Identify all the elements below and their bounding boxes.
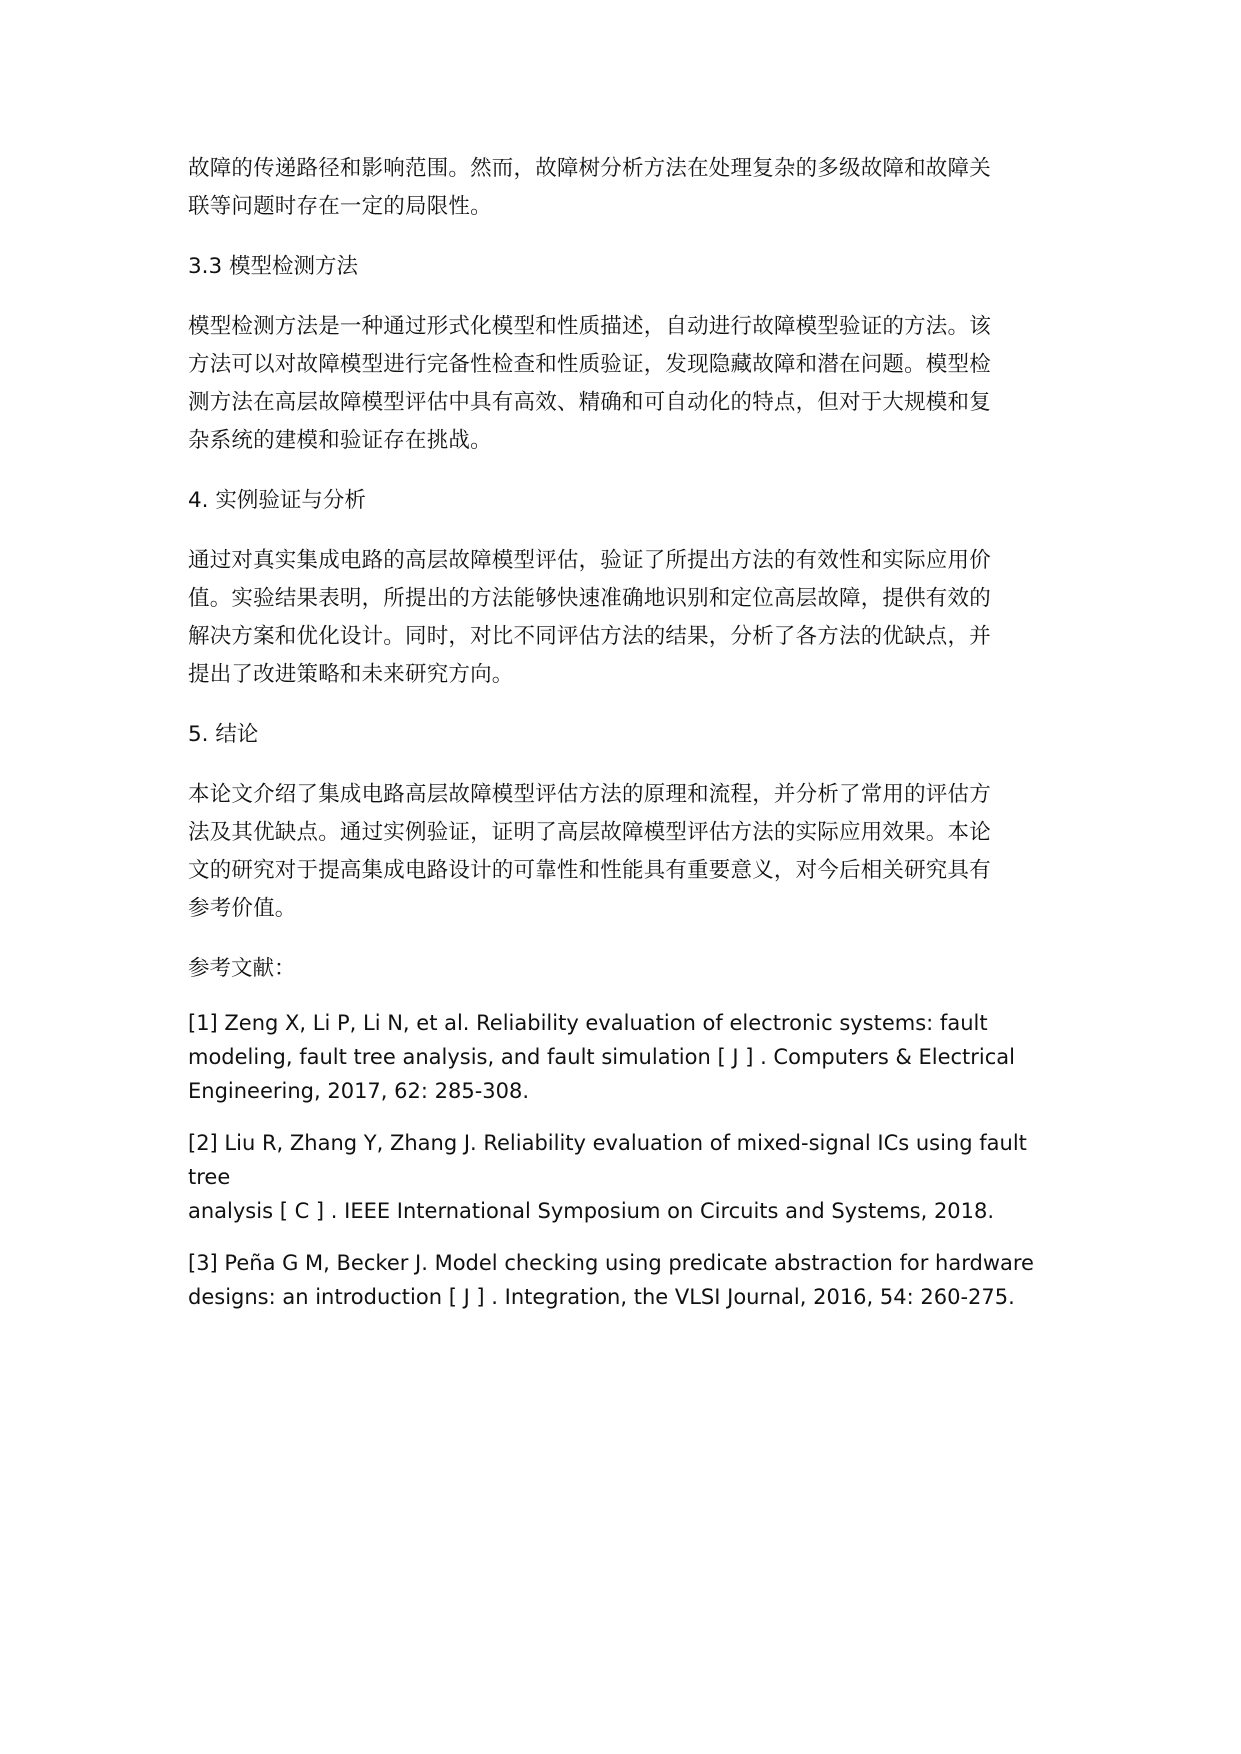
document-page [188,150,1058,1314]
reference-item-3: [3] Peña G M, Becker J. Model checking using predicate abstraction for hardware designs: an introduction [ J ] . Integration, the VLSI Journal, 2016, 54: 260-275. [188,1251,1034,1309]
section-heading-5: 5. 结论 [188,722,259,747]
section-heading-3-3: 3.3 模型检测方法 [188,254,359,279]
paragraph-model-checking: 模型检测方法是一种通过形式化模型和性质描述，自动进行故障模型验证的方法。该 方法可以对故障模型进行完备性检查和性质验证，发现隐藏故障和潜在问题。模型检 测方法在高层故障模型评估中具有高效、精确和可自动化的特点，但对于大规模和复 杂系统的建模和验证存在挑战。 [188,314,991,453]
reference-item-1: [1] Zeng X, Li P, Li N, et al. Reliability evaluation of electronic systems: fault modeling, fault tree analysis, and fault simulation [ J ] . Computers & Electrical Engineering, 2017, 62: 285-308. [188,1011,1016,1103]
paragraph-case-study: 通过对真实集成电路的高层故障模型评估，验证了所提出方法的有效性和实际应用价 值。实验结果表明，所提出的方法能够快速准确地识别和定位高层故障，提供有效的 解决方案和优化设计。同时，对比不同评估方法的结果，分析了各方法的优缺点，并 提出了改进策略和未来研究方向。 [188,548,991,687]
section-heading-4: 4. 实例验证与分析 [188,488,366,513]
paragraph-fault-tree-end: 故障的传递路径和影响范围。然而，故障树分析方法在处理复杂的多级故障和故障关 联等问题时存在一定的局限性。 [188,156,991,219]
reference-item-2: [2] Liu R, Zhang Y, Zhang J. Reliability evaluation of mixed-signal ICs using fault tree analysis [ C ] . IEEE International Symposium on Circuits and Systems, 2018. [188,1131,1027,1223]
references-title: 参考文献： [188,956,296,981]
paragraph-conclusion: 本论文介绍了集成电路高层故障模型评估方法的原理和流程，并分析了常用的评估方 法及其优缺点。通过实例验证，证明了高层故障模型评估方法的实际应用效果。本论 文的研究对于提高集成电路设计的可靠性和性能具有重要意义，对今后相关研究具有 参考价值。 [188,782,991,921]
